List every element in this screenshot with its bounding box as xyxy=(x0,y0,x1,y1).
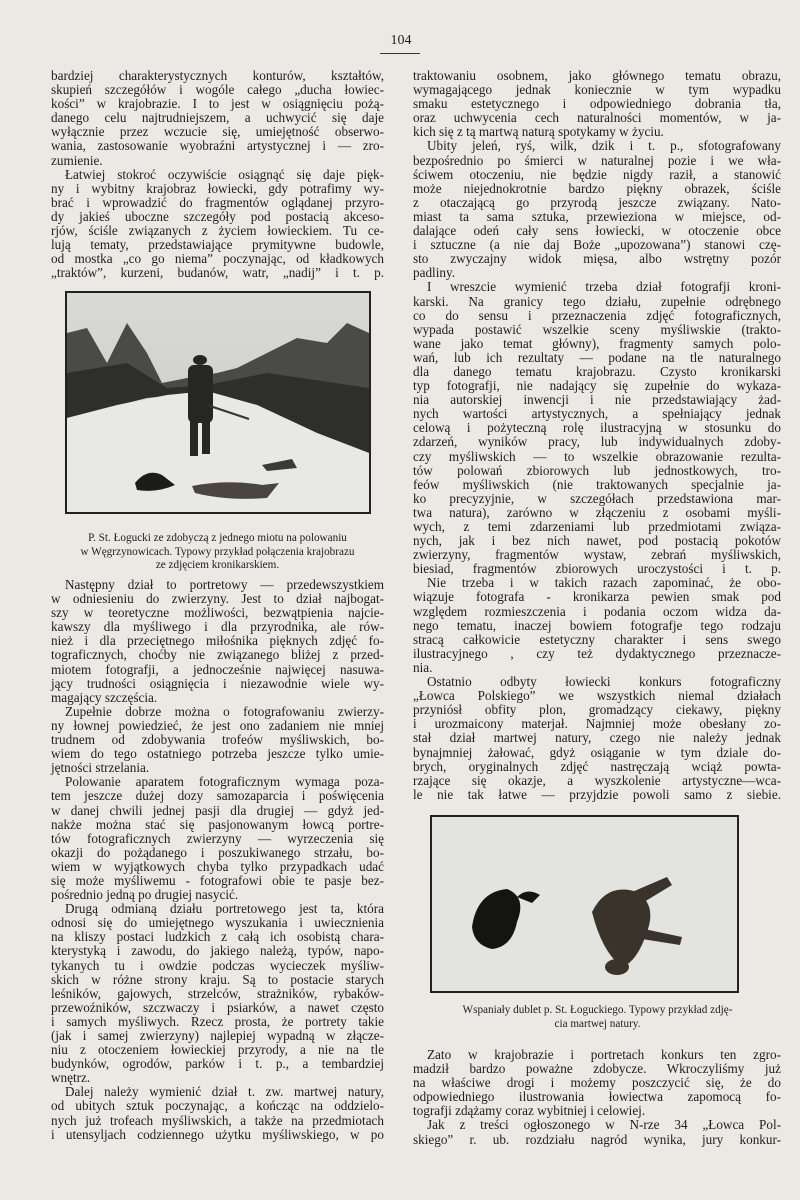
text-line: Ubity jeleń, ryś, wilk, dzik i t. p., sfotografowany xyxy=(427,138,781,154)
paragraph xyxy=(413,280,781,576)
text-line: w odniesieniu do zwierzyny. Jest to dział najbogat- xyxy=(51,591,384,607)
text-line: przewoźników, szczwaczy i psiarków, a nawet często xyxy=(51,999,384,1015)
text-line: wyłącznie przez wczucie się, umiejętność obserwo- xyxy=(51,124,384,140)
text-line: tów polowań zbiorowych lub jednostkowych, tro- xyxy=(413,462,781,478)
paragraph xyxy=(51,168,384,281)
page-number-rule xyxy=(380,53,420,54)
text-line: ko precyzyjnie, w szczegółach przedstawiona mar- xyxy=(413,490,781,506)
text-line: może niejednokrotnie bardzo piękny obrazek, ściśle xyxy=(413,180,781,196)
text-line: stracą całkowicie estetyczny charakter i sens swego xyxy=(413,631,781,647)
text-line: Łatwiej stokroć oczywiście osiągnąć się daje pięk- xyxy=(65,166,384,182)
text-line: dalające odeń cały sens łowiecki, w otoczenie obce xyxy=(413,223,781,239)
text-line: leśników, gajowych, strzelców, strażników, rybaków- xyxy=(51,985,384,1001)
text-line: „traktów”, kurzeni, budanów, watr, „nadij” i t. p. xyxy=(51,265,384,281)
text-line: skiego” r. ub. rozdziału nagród wynika, jury konkur- xyxy=(413,1131,781,1147)
text-line: ilustracyjnego , czy też dydaktycznego przeznacze- xyxy=(413,645,781,661)
text-line: Drugą odmianą działu portretowego jest ta, która xyxy=(65,901,384,917)
text-line: i utensyljach codziennego użytku myśliwskiego, w po xyxy=(51,1126,384,1142)
text-line: oraz uchwycenia cech naturalności momentów, w ja- xyxy=(413,110,781,126)
text-line: dy jakieś uboczne szczegóły pod postacią akceso- xyxy=(51,208,384,224)
text-line: Zupełnie dobrze można o fotografowaniu zwierzy- xyxy=(65,703,384,719)
text-line: wiązuje fotografa - kronikarza pewien smak pod xyxy=(413,589,781,605)
text-line: miast ta sama sztuka, przewieziona w miejsce, od- xyxy=(413,208,781,224)
text-line: trudnem od zdobywania trofeów myśliwskich, bo- xyxy=(51,732,384,748)
text-line: Jak z treści ogłoszonego w N-rze 34 „Łowca Pol- xyxy=(427,1117,781,1133)
text-line: jętności strzelania. xyxy=(51,760,150,776)
text-line: wiem w wyjątkowych chyba tylko przypadkach udać xyxy=(51,858,384,874)
text-line: rjów, ściśle związanych z życiem łowieckiem. Tu ce- xyxy=(51,223,384,239)
text-line: kich się z tą martwą naturą spotykamy w życiu. xyxy=(413,124,664,140)
text-line: od mostka „co go niema” poczynając, od kładkowych xyxy=(51,251,384,267)
text-line: się może myśliwemu - fotografowi obie te pasje bez- xyxy=(51,872,384,888)
text-line: tykanych tu i owdzie podczas wycieczek myśliw- xyxy=(51,957,384,973)
text-line: typ fotografji, nie nadający się zupełnie do wykaza- xyxy=(413,378,781,394)
text-line: danego celu najtrudniejszem, a uchwycić się daje xyxy=(51,110,384,126)
right-column-top xyxy=(413,69,781,802)
text-line: bezpośrednio po śmierci w naturalnej pozie i we wła- xyxy=(413,152,781,168)
text-line: celową i pożyteczną rolę ilustracyjną w stosunku do xyxy=(413,420,781,436)
text-line: wane jako temat główny), fragmenty samych polo- xyxy=(413,335,781,351)
text-line: tem jeszcze dużej dozy samozaparcia i poświęcenia xyxy=(51,788,384,804)
text-line: magający szczęścia. xyxy=(51,689,158,705)
paragraph xyxy=(51,775,384,902)
text-line: na kliszy postaci ludzkich z całą ich osobistą chara- xyxy=(51,929,384,945)
text-line: (jak i samej zwierzyny) najlepiej wypadną w złącze- xyxy=(51,1028,384,1043)
text-line: biesiad, fragmentów zbiorowych uroczystości i t. p. xyxy=(413,561,781,577)
text-line: zdarzeń, wyników pracy, lub indywidualnych zdoby- xyxy=(413,434,781,450)
text-line: kawszy dla myśliwego i dla przyrodnika, ale rów- xyxy=(51,619,384,635)
text-line: karski. Na granicy tego działu, zupełnie odrębnego xyxy=(413,293,781,309)
text-line: nia autorskiej inwencji i nie przedstawiający żad- xyxy=(413,392,781,408)
still-life-photo-image xyxy=(432,817,737,991)
text-line: stał dział martwej natury, czego nie należy jednak xyxy=(413,730,781,746)
text-line: na właściwe drogi i możemy poszczycić się, że do xyxy=(413,1075,781,1091)
text-line: jący trudności osiągnięcia i niezawodnie wiele wy- xyxy=(51,675,384,691)
paragraph xyxy=(413,1048,781,1118)
text-line: nież i dla przeciętnego miłośnika pięknych zdjęć fo- xyxy=(51,633,384,649)
text-line: cia martwej natury. xyxy=(554,1017,641,1030)
paragraph xyxy=(51,532,384,573)
text-line: Następny dział to portretowy — przedewszystkiem xyxy=(65,577,384,592)
paragraph xyxy=(51,1085,384,1141)
page-number: 104 xyxy=(390,33,412,48)
text-line: czy myśliwskich — to wszelkie obrazowanie rezulta- xyxy=(413,448,781,464)
text-line: niu z otoczeniem łowieckiej przyrody, a nie na tle xyxy=(51,1042,384,1058)
text-line: traktowaniu osobnem, jako głównego tematu obrazu, xyxy=(413,68,781,83)
text-line: tograficznych, choćby nie związanego bliżej z przed- xyxy=(51,647,384,663)
text-line: nego tematu, inaczej bowiem fotografje tego rodzaju xyxy=(413,617,781,633)
text-line: względem rozmieszczenia i podania oczom widza da- xyxy=(413,603,781,619)
text-line: kości” w krajobrazie. I to jest w osiągnięciu pożą- xyxy=(51,96,384,112)
paragraph xyxy=(413,69,781,139)
text-line: przyniósł obfity plon, gromadzący ciekawy, piękny xyxy=(413,702,781,718)
text-line: Zato w krajobrazie i portretach konkurs ten zgro- xyxy=(427,1047,781,1062)
text-line: nych już trofeach myśliwskich, a także na przedmiotach xyxy=(51,1112,384,1128)
text-line: bardziej charakterystycznych konturów, kształtów, xyxy=(51,68,384,83)
paragraph xyxy=(413,139,781,280)
text-line: nakże można stać się pasjonowanym łowcą portre- xyxy=(51,816,384,832)
paragraph xyxy=(413,1118,781,1146)
photo-caption-hunter xyxy=(51,532,384,573)
text-line: wych, z temi zdarzeniami lub przedmiotami związa- xyxy=(413,519,781,534)
text-line: nia. xyxy=(413,659,433,675)
text-line: P. St. Łogucki ze zdobyczą z jednego miotu na polowaniu xyxy=(88,532,347,544)
text-line: tów fotograficznych zwierzyny — wyrzeczenia się xyxy=(51,830,384,846)
paragraph xyxy=(51,902,384,1085)
text-line: zumienie. xyxy=(51,152,103,168)
text-line: szy w teoretyczne możliwości, bezwątpienia najcie- xyxy=(51,605,384,621)
paragraph xyxy=(413,576,781,675)
text-line: sto zwyczajny widok mięsa, albo wstrętny pozór xyxy=(413,251,781,267)
text-line: zwierzyny, fragmentów wystaw, zebrań myśliwskich, xyxy=(413,547,781,563)
text-line: smaku estetycznego i odpowiedniego dobrania tła, xyxy=(413,96,781,112)
text-line: brych, oryginalnych zdjęć nastręczają wciąż powta- xyxy=(413,758,781,774)
text-line: twa natura), zarówno w złączeniu z osobami myśli- xyxy=(413,504,781,520)
text-line: wiem do tego ostatniego potrzeba jeszcze tylko umie- xyxy=(51,746,384,762)
text-line: Nie trzeba i w takich razach zapominać, że obo- xyxy=(427,575,781,591)
text-line: „Łowca Polskiego” we wszystkich niemal działach xyxy=(413,688,781,704)
photo-caption-still-life xyxy=(420,1004,775,1031)
text-line: Dalej należy wymienić dział t. zw. martwej natury, xyxy=(65,1084,384,1100)
text-line: lują tematy, przedstawiające prymitywne budowle, xyxy=(51,237,384,253)
paragraph xyxy=(413,675,781,802)
text-line: nych wartości artystycznych, a spełniający jednak xyxy=(413,406,781,422)
text-line: madził bardzo poważne zdobycze. Wkroczyliśmy już xyxy=(413,1061,781,1077)
text-line: wania, zastosowanie wyobraźni artystycznej i — zro- xyxy=(51,138,384,154)
text-line: Ostatnio odbyty łowiecki konkurs fotograficzny xyxy=(427,674,781,690)
text-line: w danej chwili jednej pasji dla drugiej — gdyż jed- xyxy=(51,802,384,818)
text-line: ny i wybitny krajobraz łowiecki, gdy potrafimy wy- xyxy=(51,180,384,196)
text-line: padliny. xyxy=(413,265,455,281)
paragraph xyxy=(51,705,384,775)
hunter-photo-image xyxy=(67,293,369,512)
text-line: z otaczającą go przyrodą jeszcze związany. Nato- xyxy=(413,194,781,210)
photo-hunter-in-snow xyxy=(65,291,371,514)
text-line: okazji do pożądanego i poszukiwanego strzału, bo- xyxy=(51,844,384,860)
text-line: tografji zdążamy coraz wybitniej i celowiej. xyxy=(413,1103,646,1119)
text-line: co do sensu i przeznaczenia zdjęć fotograficznych, xyxy=(413,307,781,323)
text-line: miotem fotografji, a jednocześnie najwięcej nasuwa- xyxy=(51,661,384,677)
text-line: odpowiedniego ilustrowania łowiectwa zapomocą fo- xyxy=(413,1089,781,1105)
text-line: odnosi się do umiejętnego wyszukania i uwiecznienia xyxy=(51,915,384,931)
text-line: wypada postawić wszelkie sceny myśliwskie (trakto- xyxy=(413,321,781,337)
paragraph xyxy=(420,1004,775,1031)
text-line: i sztuczne (a nie daj Boże „upozowana”) stanowi czę- xyxy=(413,237,781,253)
text-line: ze zdjęciem kronikarskiem. xyxy=(155,559,280,571)
photo-grouse-and-marten xyxy=(430,815,739,993)
right-column-bottom xyxy=(413,1048,781,1147)
paragraph xyxy=(51,578,384,705)
text-line: nych, jak i bez nich nawet, pod postacią pokotów xyxy=(413,533,781,549)
text-line: wymagającego jednak koniecznie w tym wypadku xyxy=(413,82,781,98)
text-line: skupień szczegółów i wogóle całego „ducha łowiec- xyxy=(51,82,384,98)
text-line: i samych myśliwych. Rzecz prosta, że portrety takie xyxy=(51,1013,384,1029)
text-line: skich w różne strony kraju. Są to postacie starych xyxy=(51,971,384,987)
text-line: le nie tak łatwe — przyjdzie powoli samo z siebie. xyxy=(413,786,781,802)
text-line: w Węgrzynowicach. Typowy przykład połączenia krajobrazu xyxy=(80,545,355,558)
text-line: Polowanie aparatem fotograficznym wymaga poza- xyxy=(65,774,384,790)
text-line: rzające się okazje, a wyszkolenie artystyczne—wca- xyxy=(413,772,781,788)
text-line: budynków, ogrodów, parków i t. p., a tembardziej xyxy=(51,1056,384,1072)
text-line: brać i wprowadzić do fragmentów oglądanej przyro- xyxy=(51,194,384,210)
text-line: i urozmaicony materjał. Najmniej może obesłany zo- xyxy=(413,716,781,732)
text-line: bynajmniej żałować, gdyż osiąganie w tym dziale do- xyxy=(413,744,781,760)
text-line: feów myśliwskich (nie traktowanych specjalnie ja- xyxy=(413,476,781,492)
left-column-top xyxy=(51,69,384,280)
text-line: ściwem otoczeniu, nie będzie nigdy raził, a stanowić xyxy=(413,166,781,182)
paragraph xyxy=(51,69,384,168)
text-line: kterystyką i zawodu, do jakiego należą, typów, napo- xyxy=(51,943,384,959)
text-line: pośrednio jedną po drugiej nasycić. xyxy=(51,887,239,903)
text-line: wań, lub ich rezultaty — podane na tle naturalnego xyxy=(413,349,781,365)
text-line: od ubitych sztuk poczynając, a kończąc na oddzielo- xyxy=(51,1098,384,1114)
text-line: wnętrz. xyxy=(51,1070,91,1086)
text-line: Wspaniały dublet p. St. Łoguckiego. Typowy przykład zdję- xyxy=(462,1004,733,1016)
text-line: ny łownej powiedzieć, że jest ono zadaniem nie mniej xyxy=(51,717,384,733)
left-column-bottom xyxy=(51,578,384,1142)
text-line: I wreszcie wymienić trzeba dział fotografji kroni- xyxy=(427,279,781,295)
text-line: dla danego tematu krajobrazu. Czysto kronikarski xyxy=(413,363,781,379)
